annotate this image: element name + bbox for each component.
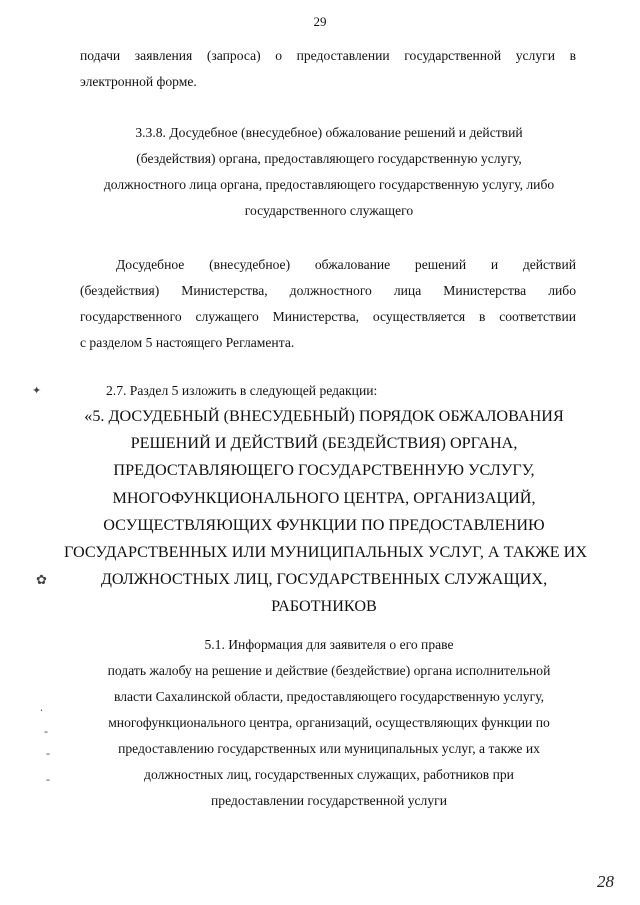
paragraph-line: (бездействия) Министерства, должностного лица Министерства либо	[80, 283, 576, 298]
paragraph-appeal	[80, 252, 576, 356]
handwritten-page-number: 28	[597, 872, 614, 891]
item-2-7: 2.7. Раздел 5 изложить в следующей редакции:	[106, 383, 378, 398]
paragraph-line: электронной форме.	[80, 74, 197, 89]
title-line: ОСУЩЕСТВЛЯЮЩИХ ФУНКЦИИ ПО ПРЕДОСТАВЛЕНИЮ	[103, 515, 545, 534]
title-line: ДОЛЖНОСТНЫХ ЛИЦ, ГОСУДАРСТВЕННЫХ СЛУЖАЩИХ,	[100, 570, 548, 589]
heading-line: власти Сахалинской области, предоставляющего государственную услугу,	[113, 689, 545, 704]
paragraph-continuation	[80, 43, 576, 95]
margin-scan-mark: -	[46, 746, 50, 760]
margin-scan-mark: ✦	[32, 385, 42, 397]
heading-line: 3.3.8. Досудебное (внесудебное) обжалование решений и действий	[135, 125, 523, 140]
margin-scan-mark: -	[46, 772, 50, 786]
title-line: МНОГОФУНКЦИОНАЛЬНОГО ЦЕНТРА, ОРГАНИЗАЦИЙ,	[112, 488, 536, 507]
title-line: ГОСУДАРСТВЕННЫХ ИЛИ МУНИЦИПАЛЬНЫХ УСЛУГ, А ТАКЖЕ ИХ	[64, 543, 588, 562]
margin-scan-mark: ✿	[36, 572, 47, 587]
heading-line: 5.1. Информация для заявителя о его праве	[204, 637, 454, 652]
section-5-title	[64, 403, 588, 621]
margin-scan-mark: -	[44, 724, 48, 738]
heading-line: многофункционального центра, организаций, осуществляющих функции по	[108, 715, 550, 730]
page-number: 29	[313, 14, 327, 29]
heading-line: государственного служащего	[244, 203, 414, 218]
title-line: РАБОТНИКОВ	[271, 597, 377, 616]
paragraph-line: Досудебное (внесудебное) обжалование решений и действий	[116, 257, 576, 272]
section-heading-5-1	[64, 632, 594, 814]
section-heading-3-3-8	[64, 120, 594, 224]
paragraph-line: с разделом 5 настоящего Регламента.	[80, 335, 295, 350]
margin-scan-mark: .	[40, 700, 43, 714]
title-line: «5. ДОСУДЕБНЫЙ (ВНЕСУДЕБНЫЙ) ПОРЯДОК ОБЖАЛОВАНИЯ	[84, 407, 564, 425]
heading-line: подать жалобу на решение и действие (бездействие) органа исполнительной	[107, 663, 551, 678]
heading-line: должностного лица органа, предоставляющего государственную услугу, либо	[103, 177, 555, 192]
heading-line: предоставлении государственной услуги	[211, 793, 447, 808]
heading-line: предоставлению государственных или муниципальных услуг, а также их	[118, 741, 540, 756]
title-line: ПРЕДОСТАВЛЯЮЩЕГО ГОСУДАРСТВЕННУЮ УСЛУГУ,	[113, 461, 535, 480]
heading-line: должностных лиц, государственных служащих, работников при	[144, 767, 514, 782]
title-line: РЕШЕНИЙ И ДЕЙСТВИЙ (БЕЗДЕЙСТВИЯ) ОРГАНА,	[130, 434, 518, 453]
paragraph-line: государственного служащего Министерства, осуществляется в соответствии	[80, 309, 576, 324]
paragraph-line: подачи заявления (запроса) о предоставлении государственной услуги в	[80, 48, 576, 63]
heading-line: (бездействия) органа, предоставляющего государственную услугу,	[136, 151, 522, 166]
